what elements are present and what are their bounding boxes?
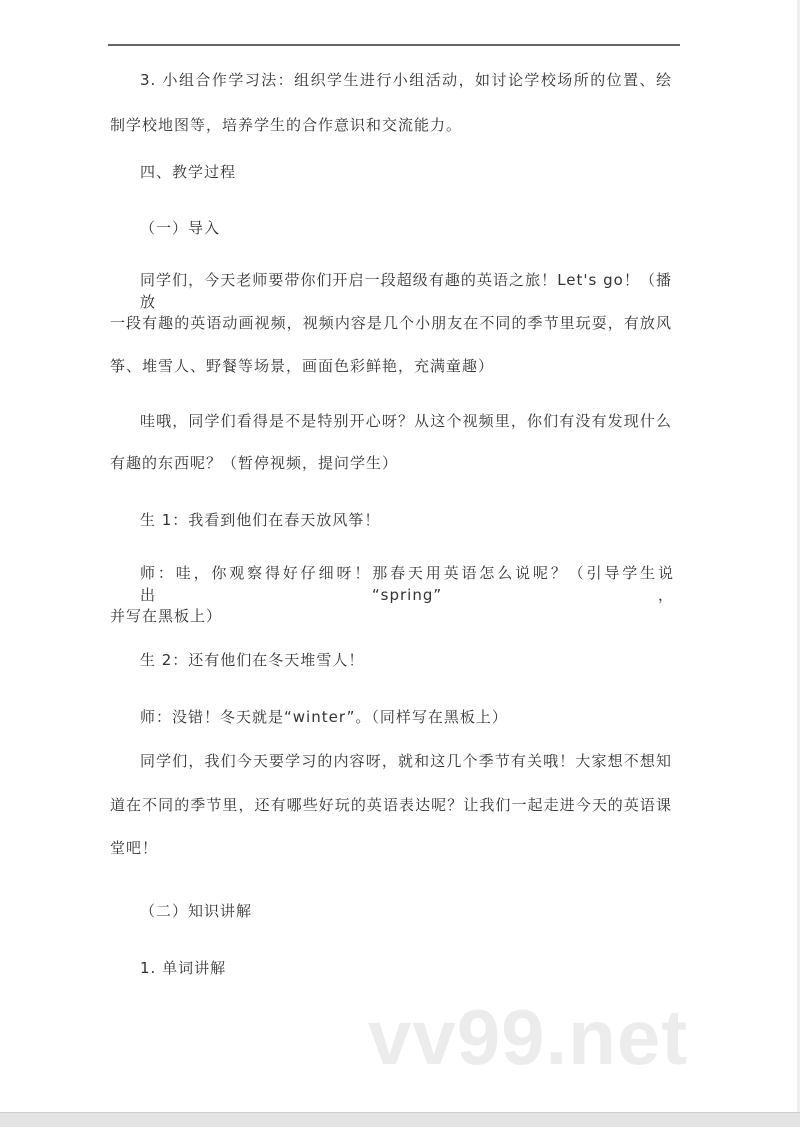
text-line: 1. 单词讲解 — [140, 959, 227, 977]
text-line: 3. 小组合作学习法：组织学生进行小组活动，如讨论学校场所的位置、绘 — [140, 71, 672, 89]
text-line: 师：哇，你观察得好仔细呀！那春天用英语怎么说呢？（引导学生说出“spring”， — [140, 564, 674, 604]
text-line: （二）知识讲解 — [140, 902, 253, 920]
page-separator — [0, 1112, 800, 1128]
text-line: （一）导入 — [140, 219, 221, 237]
text-line: 一段有趣的英语动画视频，视频内容是几个小朋友在不同的季节里玩耍，有放风 — [110, 314, 672, 332]
text-line: 并写在黑板上） — [110, 607, 223, 625]
text-line: 生 1：我看到他们在春天放风筝！ — [140, 511, 381, 529]
text-line: 同学们，我们今天要学习的内容呀，就和这几个季节有关哦！大家想不想知 — [140, 752, 672, 770]
text-line: 道在不同的季节里，还有哪些好玩的英语表达呢？让我们一起走进今天的英语课 — [110, 796, 672, 814]
text-line: 哇哦，同学们看得是不是特别开心呀？从这个视频里，你们有没有发现什么 — [140, 412, 672, 430]
next-page — [0, 1127, 800, 1137]
text-line: 师：没错！冬天就是“winter”。（同样写在黑板上） — [140, 708, 508, 726]
text-line: 堂吧！ — [110, 839, 159, 857]
watermark: vv99.net — [368, 993, 689, 1081]
header-rule — [108, 44, 680, 46]
text-line: 有趣的东西呢？（暂停视频，提问学生） — [110, 454, 399, 472]
text-line: 同学们，今天老师要带你们开启一段超级有趣的英语之旅！Let's go！（播放 — [140, 271, 672, 311]
text-line: 四、教学过程 — [140, 163, 237, 181]
text-line: 制学校地图等，培养学生的合作意识和交流能力。 — [110, 116, 463, 134]
text-line: 筝、堆雪人、野餐等场景，画面色彩鲜艳，充满童趣） — [110, 357, 495, 375]
text-line: 生 2：还有他们在冬天堆雪人！ — [140, 651, 365, 669]
